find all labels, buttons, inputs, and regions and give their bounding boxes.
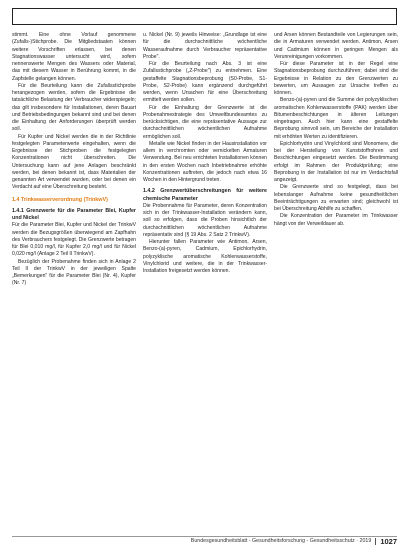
paragraph: Benzo-(a)-pyren und die Summe der polyzyklischen aromatischen Kohlenwasserstoffe (PAK) werden über Bitumenbeschichtungen in älteren Leitungen eingetragen. Auch hier kann eine gestaffelte Beprobung sinnvoll sein, um Bereiche der Installation mit erhöhten Werten zu identifizieren.	[274, 97, 398, 140]
paragraph: und Arsen können Bestandteile von Legierungen sein, die in Armaturen verwendet werden. Antimon, Arsen und Cadmium können in geringen Mengen als Verunreinigungen vorkommen.	[274, 32, 398, 60]
paragraph: stimmt. Eine ohne Vorlauf genommene (Zufalls-)Stichprobe. Die Mitgliedstaaten können weitere Vorschriften erlassen, bei denen Stagnationswasser untersucht wird, sofern nennenswerte Mengen des Wassers oder Material, das mit diesem Wasser in Berührung kommt, in die Zapfstelle gelangen können.	[12, 32, 136, 82]
page-footer	[191, 538, 397, 545]
subsection-heading: 1.4.2 Grenzwertüberschreitungen für weitere chemische Parameter	[143, 188, 267, 202]
text-column-left	[12, 32, 136, 528]
paragraph: Epichlorhydrin und Vinylchlorid sind Monomere, die bei der Herstellung von Kunststoffrohren und Beschichtungen eingesetzt werden. Die Bestimmung erfolgt im Rahmen der Produktprüfung; eine Beprobung in der Installation ist nur im Verdachtsfall angezeigt.	[274, 140, 398, 183]
paragraph: Für die Beurteilung kann die Zufallsstichprobe herangezogen werden, sofern die Ergebnisse die tatsächliche Belastung der Verbraucher widerspiegeln; das gilt insbesondere für Installationen, deren Bauart und Betriebsbedingungen bekannt sind und bei denen die Einhaltung der Anforderungen überprüft werden soll.	[12, 82, 136, 133]
page-number: 1027	[380, 537, 397, 546]
header-frame	[12, 8, 397, 25]
paragraph: Für diese Parameter ist in der Regel eine Stagnationsbeprobung durchzuführen; dabei sind die Ergebnisse in Relation zu den Grenzwerten zu bewerten, um Aussagen zur Ursache treffen zu können.	[274, 61, 398, 96]
paragraph: u. Nickel (Nr. 9) jeweils Hinweise: „Grundlage ist eine für die durchschnittliche wöchentliche Wasseraufnahme durch Verbraucher repräsentative Probe".	[143, 32, 267, 60]
subsection-heading: 1.4.1 Grenzwerte für die Parameter Blei, Kupfer und Nickel	[12, 207, 136, 221]
footer-divider	[12, 536, 397, 537]
paragraph: Die Konzentration der Parameter im Trinkwasser hängt von der Verweildauer ab.	[274, 213, 398, 227]
paragraph: Für die Einhaltung der Grenzwerte ist die Probenahmestrategie des Umweltbundesamtes zu berücksichtigen, die eine repräsentative Aussage zur durchschnittlichen wöchentlichen Aufnahme ermöglichen soll.	[143, 104, 267, 140]
text-column-middle	[143, 32, 267, 528]
paragraph: Bezüglich der Probenahme finden sich in Anlage 2 Teil II der TrinkwV in der jeweiligen Spalte „Bemerkungen" für die Parameter Blei (Nr. 4), Kupfer (Nr. 7)	[12, 258, 136, 287]
paragraph: Die Grenzwerte sind so festgelegt, dass bei lebenslanger Aufnahme keine gesundheitlichen Beeinträchtigungen zu erwarten sind; gleichwohl ist bei Überschreitung Abhilfe zu schaffen.	[274, 184, 398, 212]
paragraph: Für die Parameter Blei, Kupfer und Nickel der TrinkwV werden die Bezugsgrößen überwiegend am Zapfhahn des Verbrauchers festgelegt. Die Grenzwerte betragen für Blei 0,010 mg/l, für Kupfer 2,0 mg/l und für Nickel 0,020 mg/l (Anlage 2 Teil II TrinkwV).	[12, 222, 136, 258]
journal-citation: Bundesgesundheitsblatt - Gesundheitsforschung - Gesundheitsschutz · 2019	[190, 538, 372, 544]
paragraph: Metalle wie Nickel finden in der Hausinstallation vor allem in verchromten oder vernickelten Armaturen Verwendung. Bei neu errichteten Installationen können in den ersten Wochen nach Inbetriebnahme erhöhte Konzentrationen auftreten, die jedoch nach etwa 16 Wochen in den Hintergrund treten.	[143, 140, 267, 183]
text-column-right	[274, 32, 398, 528]
paragraph: Für die Beurteilung nach Abs. 3 ist eine Zufallsstichprobe („Z-Probe") zu entnehmen. Eine gestaffelte Stagnationsbeprobung (S0-Probe, S1-Probe, S2-Probe) kann ergänzend durchgeführt werden, wenn Ursachen für eine Überschreitung ermittelt werden sollen.	[143, 61, 267, 104]
footer-separator	[375, 538, 376, 545]
section-heading: 1.4 Trinkwasserverordnung (TrinkwV)	[12, 196, 108, 203]
paragraph: Hierunter fallen Parameter wie Antimon, Arsen, Benzo-(a)-pyren, Cadmium, Epichlorhydrin, polyzyklische aromatische Kohlenwasserstoffe, Vinylchlorid und weitere, die in der Trinkwasser-Installation freigesetzt werden können.	[143, 239, 267, 274]
paragraph: Die Probennahme für Parameter, deren Konzentration sich in der Trinkwasser-Installation verändern kann, soll so erfolgen, dass die Proben hinsichtlich der durchschnittlichen wöchentlichen Aufnahme repräsentativ sind (§ 19 Abs. 2 Satz 2 TrinkwV).	[143, 202, 267, 238]
paragraph: Für Kupfer und Nickel werden die in der Richtlinie festgelegten Parameterwerte eingehalten, wenn die Ergebnisse der Stichproben die festgelegten Konzentrationen nicht überschreiten. Die Untersuchung kann auf jene Anlagen beschränkt werden, bei denen bekannt ist, dass Materialien der genannten Art verwendet wurden, oder bei denen ein Verdacht auf eine Überschreitung besteht.	[12, 133, 136, 191]
